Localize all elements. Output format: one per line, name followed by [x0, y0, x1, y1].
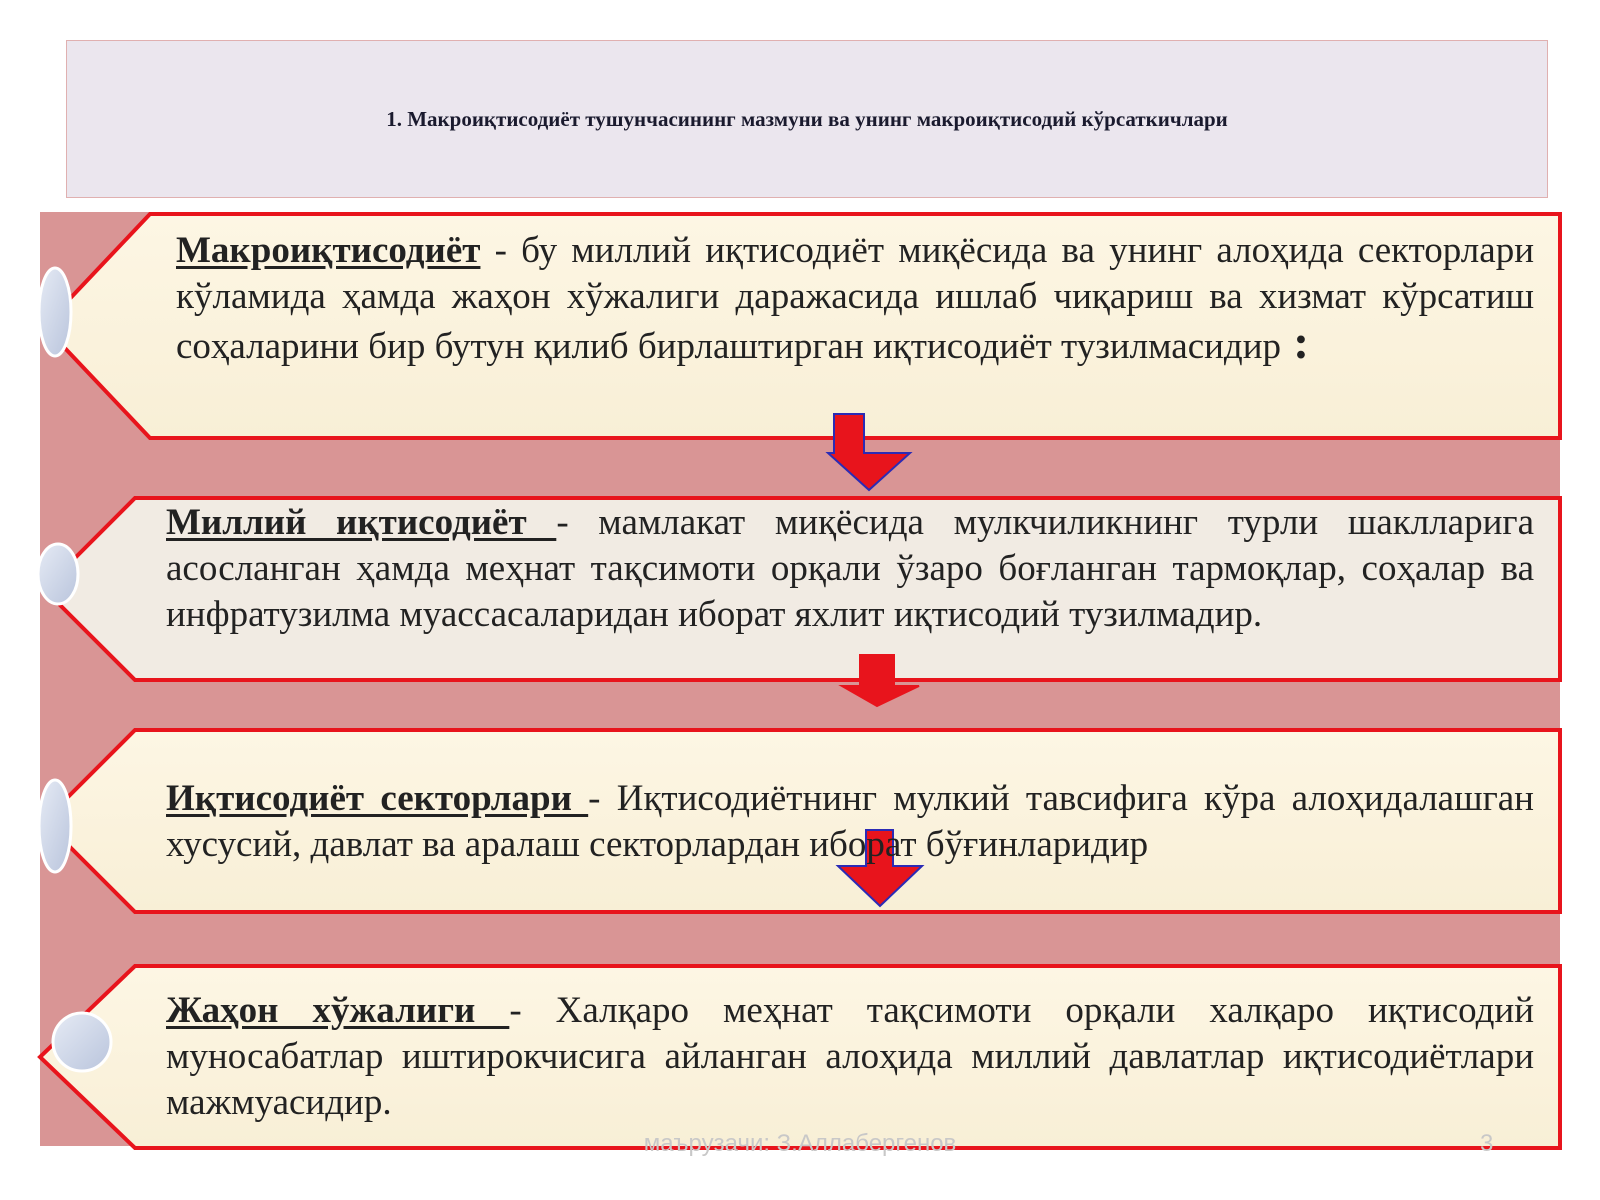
card-3-term: Иқтисодиёт секторлари	[166, 778, 589, 819]
card-1-term: Макроиқтисодиёт	[176, 230, 481, 271]
card-2-text	[166, 500, 1534, 638]
bullet-4	[53, 1013, 111, 1071]
card-2-separator: -	[556, 502, 599, 543]
footer-author: маърузачи: З.Аллабергенов	[643, 1130, 957, 1157]
card-4-term: Жаҳон хўжалиги	[166, 990, 510, 1031]
card-1-separator: -	[480, 230, 522, 271]
bullet-2	[38, 544, 78, 604]
page-number: 3	[1480, 1130, 1494, 1157]
card-4-text	[166, 988, 1534, 1126]
card-2-definition: мамлакат миқёсида мулкчиликнинг турли шаклларига асосланган ҳамда меҳнат тақсимоти орқали ўзаро боғланган тармоқлар, соҳалар ва инфратузилма муассасаларидан иборат яхлит иқтисодий тузилмадир.	[166, 502, 1534, 635]
card-3-separator: -	[588, 778, 617, 819]
slide-title: 1. Макроиқтисодиёт тушунчасининг мазмуни ва унинг макроиқтисодий кўрсаткичлари	[386, 106, 1228, 131]
card-3-text	[166, 776, 1534, 868]
card-1-end-mark: :	[1281, 316, 1310, 369]
card-3-definition: Иқтисодиётнинг мулкий тавсифига кўра алоҳидалашган хусусий, давлат ва аралаш секторлардан иборат бўғинларидир	[166, 778, 1534, 865]
card-2-term: Миллий иқтисодиёт	[166, 502, 557, 543]
card-1-definition: бу миллий иқтисодиёт миқёсида ва унинг алоҳида секторлари кўламида ҳамда жаҳон хўжалиги даражасида ишлаб чиқариш ва хизмат кўрсатиш соҳаларини бир бутун қилиб бирлаштирган иқтисодиёт тузилмасидир	[176, 230, 1534, 367]
card-4-definition: Халқаро меҳнат тақсимоти орқали халқаро иқтисодий муносабатлар иштирокчисига айланган алоҳида миллий давлатлар иқтисодиётлари мажмуасидир.	[166, 990, 1534, 1123]
card-4-separator: -	[509, 990, 556, 1031]
bullet-3	[39, 780, 71, 872]
card-1-text	[176, 228, 1534, 370]
bullet-1	[39, 268, 71, 356]
